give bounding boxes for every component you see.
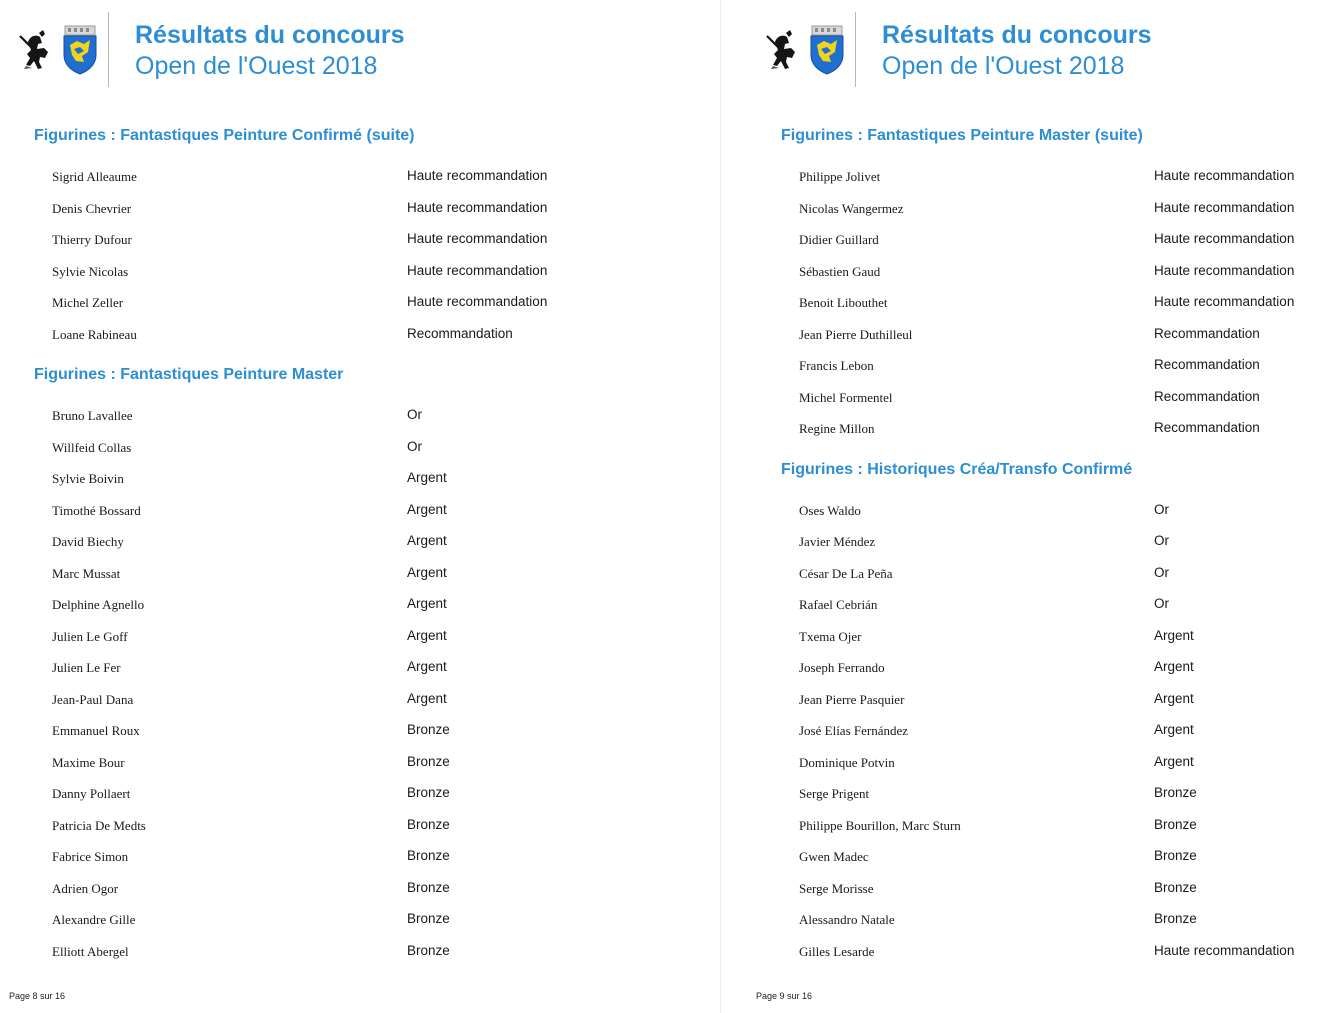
header-divider [855, 12, 856, 87]
participant-name: Alexandre Gille [52, 912, 136, 927]
participant-name: Timothé Bossard [52, 502, 141, 518]
result-row [34, 258, 714, 290]
result-row [781, 906, 1342, 938]
award-label: Argent [407, 627, 447, 643]
award-label: Recommandation [1154, 388, 1260, 404]
award-label: Recommandation [407, 325, 513, 341]
award-label: Bronze [407, 785, 450, 800]
participant-name: Loane Rabineau [52, 326, 137, 342]
participant-name: Elliott Abergel [52, 943, 129, 959]
result-row [34, 497, 714, 529]
participant-name: Serge Prigent [799, 786, 870, 801]
result-row [781, 749, 1342, 781]
results-list [34, 163, 714, 352]
section-title: Figurines : Historiques Créa/Transfo Confirmé [781, 460, 1133, 478]
result-row [34, 749, 714, 781]
result-row [781, 195, 1342, 227]
award-label: Argent [407, 470, 447, 485]
participant-name: Gilles Lesarde [799, 943, 875, 959]
award-label: Recommandation [1154, 420, 1260, 435]
result-row [34, 560, 714, 592]
participant-name: José Elías Fernández [799, 723, 909, 738]
award-label: Argent [407, 501, 447, 517]
result-row [781, 654, 1342, 686]
award-label: Argent [1154, 753, 1194, 769]
result-row [34, 717, 714, 749]
result-row [781, 384, 1342, 416]
award-label: Or [1154, 564, 1169, 580]
participant-name: Denis Chevrier [52, 200, 132, 216]
award-label: Haute recommandation [1154, 231, 1295, 246]
results-list [781, 497, 1342, 970]
result-row [781, 812, 1342, 844]
result-row [34, 938, 714, 970]
participant-name: Marc Mussat [52, 565, 121, 581]
award-label: Bronze [1154, 816, 1197, 832]
result-row [781, 497, 1342, 529]
participant-name: Sébastien Gaud [799, 263, 881, 279]
award-label: Haute recommandation [407, 168, 548, 183]
award-label: Or [407, 407, 422, 422]
award-label: Bronze [1154, 879, 1197, 895]
results-list [781, 163, 1342, 447]
coat-of-arms-icon [62, 25, 98, 75]
participant-name: Nicolas Wangermez [799, 200, 904, 216]
award-label: Argent [407, 533, 447, 548]
award-label: Bronze [407, 879, 450, 895]
page-divider [720, 0, 721, 1013]
award-label: Haute recommandation [407, 262, 548, 278]
participant-name: Philippe Jolivet [799, 169, 881, 184]
award-label: Haute recommandation [407, 199, 548, 215]
award-label: Argent [1154, 690, 1194, 706]
award-label: Or [1154, 501, 1169, 517]
award-label: Haute recommandation [1154, 294, 1295, 309]
award-label: Bronze [407, 722, 450, 737]
participant-name: Serge Morisse [799, 880, 874, 896]
result-row [34, 289, 714, 321]
participant-name: Adrien Ogor [52, 880, 119, 896]
result-row [34, 843, 714, 875]
knight-on-horseback-icon [765, 28, 801, 72]
participant-name: Txema Ojer [799, 628, 862, 644]
result-row [781, 226, 1342, 258]
page-subtitle: Open de l'Ouest 2018 [135, 52, 378, 80]
participant-name: Thierry Dufour [52, 232, 132, 247]
result-row [781, 780, 1342, 812]
result-row [781, 321, 1342, 353]
result-row [781, 591, 1342, 623]
award-label: Bronze [407, 942, 450, 958]
page-header [0, 0, 720, 100]
result-row [34, 623, 714, 655]
result-row [34, 465, 714, 497]
result-row [781, 560, 1342, 592]
participant-name: Fabrice Simon [52, 849, 129, 864]
page-number: Page 9 sur 16 [756, 991, 813, 1001]
page-header [747, 0, 1342, 100]
result-row [781, 938, 1342, 970]
participant-name: Oses Waldo [799, 502, 861, 518]
results-list [34, 402, 714, 969]
award-label: Argent [1154, 659, 1194, 674]
participant-name: Sylvie Boivin [52, 471, 124, 486]
participant-name: Emmanuel Roux [52, 723, 140, 738]
participant-name: Javier Méndez [799, 534, 876, 549]
participant-name: Sigrid Alleaume [52, 169, 137, 184]
result-row [781, 163, 1342, 195]
result-row [781, 623, 1342, 655]
section-title: Figurines : Fantastiques Peinture Confirmé (suite) [34, 127, 415, 144]
participant-name: Philippe Bourillon, Marc Sturn [799, 817, 961, 833]
result-row [781, 717, 1342, 749]
award-label: Bronze [407, 911, 450, 926]
award-label: Haute recommandation [1154, 262, 1295, 278]
result-row [34, 163, 714, 195]
result-row [781, 843, 1342, 875]
award-label: Argent [407, 564, 447, 580]
result-row [781, 258, 1342, 290]
participant-name: Danny Pollaert [52, 786, 131, 801]
participant-name: Francis Lebon [799, 358, 874, 373]
participant-name: Michel Formentel [799, 389, 893, 405]
award-label: Or [407, 438, 422, 454]
participant-name: David Biechy [52, 534, 124, 549]
page-number: Page 8 sur 16 [9, 991, 66, 1001]
result-row [34, 434, 714, 466]
result-row [34, 195, 714, 227]
participant-name: Patricia De Medts [52, 817, 146, 833]
page-title: Résultats du concours [882, 21, 1152, 49]
result-row [34, 812, 714, 844]
participant-name: Julien Le Goff [52, 628, 128, 644]
section-title: Figurines : Fantastiques Peinture Master (suite) [781, 127, 1143, 144]
participant-name: Jean Pierre Pasquier [799, 691, 905, 707]
header-divider [108, 12, 109, 87]
award-label: Bronze [1154, 848, 1197, 863]
result-row [34, 528, 714, 560]
award-label: Bronze [407, 753, 450, 769]
award-label: Haute recommandation [407, 294, 548, 309]
participant-name: Sylvie Nicolas [52, 263, 129, 279]
award-label: Argent [1154, 627, 1194, 643]
result-row [781, 686, 1342, 718]
participant-name: Regine Millon [799, 421, 875, 436]
award-label: Argent [407, 659, 447, 674]
participant-name: Benoit Libouthet [799, 295, 888, 310]
award-label: Argent [1154, 722, 1194, 737]
participant-name: Delphine Agnello [52, 597, 145, 612]
knight-on-horseback-icon [18, 28, 54, 72]
result-row [34, 591, 714, 623]
result-row [781, 528, 1342, 560]
award-label: Argent [407, 690, 447, 706]
participant-name: Julien Le Fer [52, 660, 121, 675]
page-title: Résultats du concours [135, 21, 405, 49]
award-label: Haute recommandation [1154, 168, 1295, 183]
participant-name: Michel Zeller [52, 295, 124, 310]
section-title: Figurines : Fantastiques Peinture Master [34, 366, 344, 383]
result-row [781, 352, 1342, 384]
result-row [34, 402, 714, 434]
participant-name: Jean-Paul Dana [52, 691, 134, 707]
award-label: Argent [407, 596, 447, 611]
award-label: Bronze [407, 816, 450, 832]
participant-name: César De La Peña [799, 565, 893, 581]
participant-name: Gwen Madec [799, 849, 869, 864]
coat-of-arms-icon [809, 25, 845, 75]
award-label: Bronze [407, 848, 450, 863]
participant-name: Bruno Lavallee [52, 408, 133, 423]
award-label: Or [1154, 533, 1169, 548]
result-row [781, 875, 1342, 907]
result-row [34, 906, 714, 938]
result-row [781, 289, 1342, 321]
participant-name: Alessandro Natale [799, 912, 895, 927]
participant-name: Didier Guillard [799, 232, 879, 247]
award-label: Haute recommandation [1154, 199, 1295, 215]
result-row [34, 226, 714, 258]
award-label: Recommandation [1154, 357, 1260, 372]
participant-name: Joseph Ferrando [799, 660, 885, 675]
award-label: Or [1154, 596, 1169, 611]
result-row [34, 321, 714, 353]
result-row [781, 415, 1342, 447]
award-label: Haute recommandation [407, 231, 548, 246]
participant-name: Rafael Cebrián [799, 597, 878, 612]
award-label: Recommandation [1154, 325, 1260, 341]
award-label: Bronze [1154, 785, 1197, 800]
award-label: Haute recommandation [1154, 942, 1295, 958]
participant-name: Willfeid Collas [52, 439, 132, 455]
results-content [34, 124, 714, 980]
participant-name: Dominique Potvin [799, 754, 895, 770]
result-row [34, 686, 714, 718]
participant-name: Maxime Bour [52, 754, 125, 770]
participant-name: Jean Pierre Duthilleul [799, 326, 913, 342]
page-subtitle: Open de l'Ouest 2018 [882, 52, 1125, 80]
results-content [781, 124, 1342, 980]
result-row [34, 780, 714, 812]
page-9 [747, 0, 1342, 1013]
award-label: Bronze [1154, 911, 1197, 926]
result-row [34, 875, 714, 907]
result-row [34, 654, 714, 686]
